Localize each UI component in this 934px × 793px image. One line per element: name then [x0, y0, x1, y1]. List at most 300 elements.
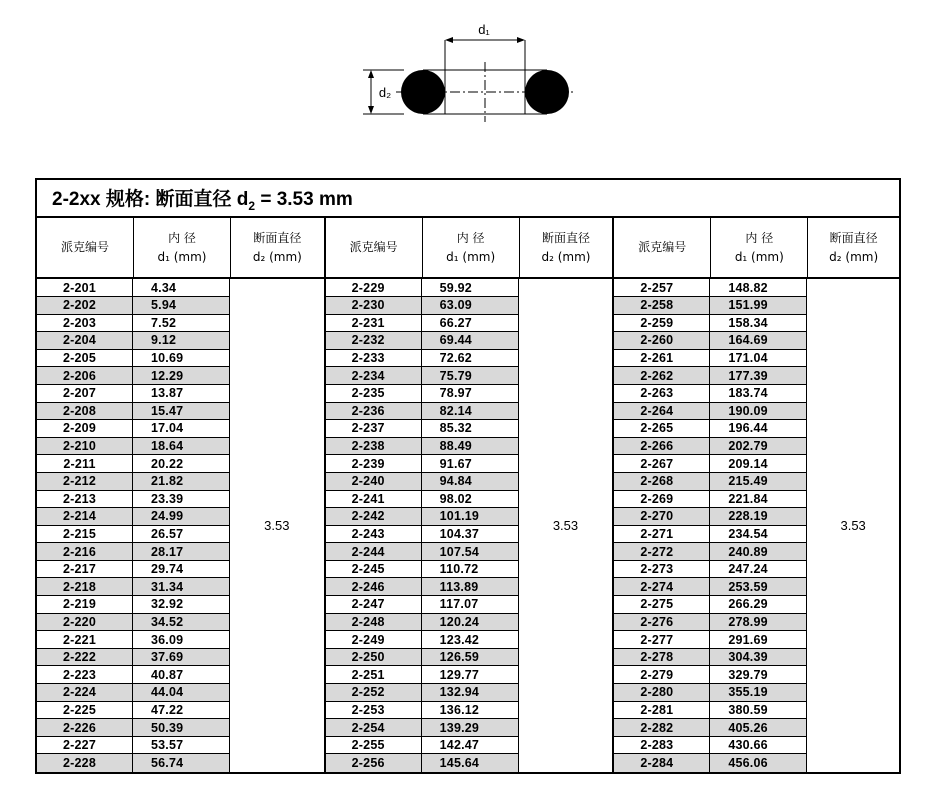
inner-diameter-cell: 456.06 [710, 754, 806, 772]
part-number-cell: 2-241 [326, 491, 422, 508]
part-number-cell: 2-277 [614, 631, 710, 648]
inner-diameter-cell: 240.89 [710, 543, 806, 560]
part-number-cell: 2-229 [326, 279, 422, 296]
inner-diameter-cell: 209.14 [728, 456, 768, 471]
cross-section-cell: 3.53 [552, 518, 579, 534]
header-row [326, 218, 613, 279]
part-number-cell: 2-226 [37, 719, 133, 736]
table-row [614, 596, 806, 614]
part-number-cell: 2-263 [614, 385, 710, 402]
inner-diameter-cell: 9.12 [133, 332, 229, 349]
column-block [37, 218, 324, 772]
inner-diameter-cell: 136.12 [439, 702, 480, 717]
part-number-cell: 2-274 [614, 578, 710, 595]
row-list [37, 279, 230, 772]
part-number-cell: 2-215 [37, 526, 133, 543]
inner-diameter-cell: 228.19 [710, 508, 806, 525]
table-title [37, 180, 899, 218]
part-number-cell: 2-256 [326, 754, 422, 772]
part-number-cell: 2-222 [37, 649, 133, 666]
inner-diameter-cell: 405.26 [710, 719, 806, 736]
inner-diameter-cell: 151.99 [710, 297, 806, 314]
inner-diameter-cell: 202.79 [710, 438, 806, 455]
table-row [37, 737, 229, 755]
part-number-cell: 2-217 [37, 561, 133, 578]
part-number-cell: 2-240 [326, 473, 422, 490]
header-part-number [326, 218, 422, 277]
inner-diameter-cell: 17.04 [151, 421, 184, 436]
inner-diameter-cell: 75.79 [422, 367, 518, 384]
part-number-cell: 2-218 [37, 578, 133, 595]
inner-diameter-cell: 44.04 [133, 684, 229, 701]
inner-diameter-cell: 110.72 [439, 562, 479, 577]
part-number-cell: 2-280 [614, 684, 710, 701]
inner-diameter-cell: 291.69 [728, 632, 768, 647]
table-row [614, 297, 806, 315]
spec-table [35, 178, 901, 774]
inner-diameter-cell: 190.09 [710, 403, 806, 420]
inner-diameter-cell: 72.62 [439, 351, 472, 366]
table-row [326, 420, 518, 438]
inner-diameter-cell: 66.27 [439, 315, 472, 330]
table-row [326, 403, 518, 421]
inner-diameter-cell: 5.94 [133, 297, 229, 314]
table-row [37, 596, 229, 614]
part-number-cell: 2-225 [37, 702, 133, 719]
inner-diameter-cell: 234.54 [728, 526, 768, 541]
table-row [326, 332, 518, 350]
table-row [614, 702, 806, 720]
table-row [326, 491, 518, 509]
table-row [37, 473, 229, 491]
table-row [614, 684, 806, 702]
table-row [37, 420, 229, 438]
inner-diameter-cell: 183.74 [728, 386, 768, 401]
table-row [326, 473, 518, 491]
table-row [326, 649, 518, 667]
part-number-cell: 2-223 [37, 666, 133, 683]
table-row [326, 508, 518, 526]
table-row [326, 367, 518, 385]
inner-diameter-cell: 26.57 [151, 526, 184, 541]
table-row [614, 315, 806, 333]
table-row [614, 279, 806, 297]
inner-diameter-cell: 171.04 [728, 351, 768, 366]
header-part-number-label: 派克编号 [638, 240, 687, 255]
table-row [326, 666, 518, 684]
table-row [326, 702, 518, 720]
inner-diameter-cell: 7.52 [151, 315, 177, 330]
table-row [326, 578, 518, 596]
inner-diameter-cell: 266.29 [728, 597, 768, 612]
table-grid [37, 218, 899, 772]
part-number-cell: 2-213 [37, 491, 133, 508]
block-body [37, 279, 324, 772]
part-number-cell: 2-228 [37, 754, 133, 772]
inner-diameter-cell: 13.87 [151, 386, 184, 401]
table-row [37, 649, 229, 667]
table-row [37, 350, 229, 368]
inner-diameter-cell: 4.34 [151, 280, 177, 295]
inner-diameter-cell: 31.34 [133, 578, 229, 595]
part-number-cell: 2-281 [614, 702, 710, 719]
header-row [614, 218, 899, 279]
table-row [37, 526, 229, 544]
inner-diameter-cell: 98.02 [439, 491, 472, 506]
table-row [614, 526, 806, 544]
part-number-cell: 2-234 [326, 367, 422, 384]
inner-diameter-cell: 221.84 [728, 491, 768, 506]
part-number-cell: 2-233 [326, 350, 422, 367]
table-row [37, 666, 229, 684]
table-row [37, 631, 229, 649]
d1-label: d₁ [478, 22, 490, 37]
header-cross-section [807, 218, 899, 277]
inner-diameter-cell: 36.09 [151, 632, 184, 647]
table-row [614, 385, 806, 403]
part-number-cell: 2-258 [614, 297, 710, 314]
header-cross-section-unit: d₂ (mm) [541, 249, 591, 264]
table-row [37, 279, 229, 297]
column-block [324, 218, 613, 772]
part-number-cell: 2-269 [614, 491, 710, 508]
part-number-cell: 2-248 [326, 614, 422, 631]
inner-diameter-cell: 82.14 [422, 403, 518, 420]
inner-diameter-cell: 63.09 [422, 297, 518, 314]
inner-diameter-cell: 430.66 [728, 738, 768, 753]
header-inner-diameter-label: 内 径 [456, 230, 485, 245]
header-cross-section [230, 218, 324, 277]
inner-diameter-cell: 20.22 [151, 456, 184, 471]
table-row [37, 491, 229, 509]
header-inner-diameter [710, 218, 807, 277]
table-row [614, 491, 806, 509]
table-row [37, 297, 229, 315]
header-row [37, 218, 324, 279]
inner-diameter-cell: 47.22 [151, 702, 184, 717]
part-number-cell: 2-282 [614, 719, 710, 736]
title-text: 2-2xx 规格: 断面直径 d [52, 189, 249, 210]
table-row [326, 684, 518, 702]
table-row [37, 578, 229, 596]
table-row [326, 737, 518, 755]
inner-diameter-cell: 53.57 [151, 738, 184, 753]
part-number-cell: 2-244 [326, 543, 422, 560]
part-number-cell: 2-227 [37, 737, 133, 754]
inner-diameter-cell: 329.79 [728, 667, 768, 682]
part-number-cell: 2-272 [614, 543, 710, 560]
table-row [37, 332, 229, 350]
inner-diameter-cell: 215.49 [710, 473, 806, 490]
header-cross-section-unit: d₂ (mm) [252, 249, 302, 264]
part-number-cell: 2-212 [37, 473, 133, 490]
table-row [37, 561, 229, 579]
table-row [614, 473, 806, 491]
table-row [614, 332, 806, 350]
inner-diameter-cell: 85.32 [439, 421, 472, 436]
part-number-cell: 2-249 [326, 631, 422, 648]
inner-diameter-cell: 69.44 [422, 332, 518, 349]
inner-diameter-cell: 24.99 [133, 508, 229, 525]
part-number-cell: 2-262 [614, 367, 710, 384]
table-row [614, 631, 806, 649]
table-row [326, 279, 518, 297]
inner-diameter-cell: 15.47 [133, 403, 229, 420]
part-number-cell: 2-206 [37, 367, 133, 384]
table-row [326, 385, 518, 403]
header-inner-diameter-unit: d₁ (mm) [157, 249, 207, 264]
header-cross-section-label: 断面直径 [253, 230, 302, 245]
header-part-number [37, 218, 133, 277]
part-number-cell: 2-243 [326, 526, 422, 543]
inner-diameter-cell: 104.37 [439, 526, 480, 541]
inner-diameter-cell: 164.69 [710, 332, 806, 349]
part-number-cell: 2-257 [614, 279, 710, 296]
inner-diameter-cell: 148.82 [728, 280, 768, 295]
table-row [614, 754, 806, 772]
part-number-cell: 2-247 [326, 596, 422, 613]
inner-diameter-cell: 78.97 [439, 386, 472, 401]
inner-diameter-cell: 247.24 [728, 562, 768, 577]
table-row [37, 702, 229, 720]
row-list [326, 279, 519, 772]
part-number-cell: 2-266 [614, 438, 710, 455]
part-number-cell: 2-242 [326, 508, 422, 525]
inner-diameter-cell: 158.34 [728, 315, 768, 330]
part-number-cell: 2-270 [614, 508, 710, 525]
table-row [326, 631, 518, 649]
table-row [614, 561, 806, 579]
inner-diameter-cell: 56.74 [133, 754, 229, 772]
inner-diameter-cell: 101.19 [422, 508, 518, 525]
part-number-cell: 2-219 [37, 596, 133, 613]
table-row [37, 754, 229, 772]
part-number-cell: 2-254 [326, 719, 422, 736]
part-number-cell: 2-216 [37, 543, 133, 560]
table-row [326, 526, 518, 544]
o-ring-cross-section-drawing [360, 18, 580, 128]
inner-diameter-cell: 304.39 [710, 649, 806, 666]
table-row [614, 578, 806, 596]
table-row [326, 719, 518, 737]
part-number-cell: 2-275 [614, 596, 710, 613]
inner-diameter-cell: 37.69 [133, 649, 229, 666]
inner-diameter-cell: 126.59 [422, 649, 518, 666]
header-inner-diameter-unit: d₁ (mm) [734, 249, 784, 264]
inner-diameter-cell: 142.47 [439, 738, 480, 753]
inner-diameter-cell: 123.42 [439, 632, 480, 647]
part-number-cell: 2-202 [37, 297, 133, 314]
table-row [326, 754, 518, 772]
inner-diameter-cell: 139.29 [422, 719, 518, 736]
part-number-cell: 2-273 [614, 561, 710, 578]
part-number-cell: 2-211 [37, 455, 133, 472]
header-inner-diameter-label: 内 径 [745, 230, 774, 245]
cross-section-cell: 3.53 [840, 518, 866, 534]
inner-diameter-cell: 59.92 [439, 280, 472, 295]
table-row [326, 438, 518, 456]
part-number-cell: 2-253 [326, 702, 422, 719]
title-subscript: 2 [248, 198, 256, 213]
table-row [326, 350, 518, 368]
part-number-cell: 2-224 [37, 684, 133, 701]
header-cross-section-label: 断面直径 [541, 230, 590, 245]
part-number-cell: 2-205 [37, 350, 133, 367]
table-row [614, 508, 806, 526]
header-cross-section-unit: d₂ (mm) [829, 249, 879, 264]
table-row [37, 614, 229, 632]
inner-diameter-cell: 120.24 [422, 614, 518, 631]
table-row [614, 719, 806, 737]
part-number-cell: 2-207 [37, 385, 133, 402]
inner-diameter-cell: 40.87 [151, 667, 184, 682]
table-row [614, 666, 806, 684]
inner-diameter-cell: 145.64 [422, 754, 518, 772]
table-row [37, 508, 229, 526]
header-part-number-label: 派克编号 [60, 240, 109, 255]
inner-diameter-cell: 253.59 [710, 578, 806, 595]
inner-diameter-cell: 34.52 [133, 614, 229, 631]
part-number-cell: 2-252 [326, 684, 422, 701]
part-number-cell: 2-279 [614, 666, 710, 683]
part-number-cell: 2-231 [326, 315, 422, 332]
part-number-cell: 2-214 [37, 508, 133, 525]
part-number-cell: 2-239 [326, 455, 422, 472]
inner-diameter-cell: 355.19 [710, 684, 806, 701]
table-row [37, 385, 229, 403]
part-number-cell: 2-204 [37, 332, 133, 349]
inner-diameter-cell: 107.54 [422, 543, 518, 560]
table-row [326, 297, 518, 315]
table-row [37, 684, 229, 702]
table-row [614, 367, 806, 385]
part-number-cell: 2-237 [326, 420, 422, 437]
part-number-cell: 2-250 [326, 649, 422, 666]
part-number-cell: 2-208 [37, 403, 133, 420]
table-row [614, 403, 806, 421]
row-list [614, 279, 807, 772]
o-ring-diagram [360, 18, 580, 128]
part-number-cell: 2-261 [614, 350, 710, 367]
part-number-cell: 2-276 [614, 614, 710, 631]
part-number-cell: 2-283 [614, 737, 710, 754]
table-row [614, 350, 806, 368]
inner-diameter-cell: 32.92 [151, 597, 184, 612]
part-number-cell: 2-230 [326, 297, 422, 314]
header-inner-diameter [133, 218, 230, 277]
inner-diameter-cell: 50.39 [133, 719, 229, 736]
inner-diameter-cell: 18.64 [133, 438, 229, 455]
part-number-cell: 2-255 [326, 737, 422, 754]
part-number-cell: 2-210 [37, 438, 133, 455]
table-row [614, 543, 806, 561]
cross-section-cell: 3.53 [264, 518, 290, 534]
part-number-cell: 2-220 [37, 614, 133, 631]
inner-diameter-cell: 12.29 [133, 367, 229, 384]
inner-diameter-cell: 94.84 [422, 473, 518, 490]
inner-diameter-cell: 132.94 [422, 684, 518, 701]
part-number-cell: 2-284 [614, 754, 710, 772]
table-row [37, 367, 229, 385]
part-number-cell: 2-203 [37, 315, 133, 332]
inner-diameter-cell: 113.89 [422, 578, 518, 595]
part-number-cell: 2-251 [326, 666, 422, 683]
d2-label: d₂ [378, 85, 392, 100]
table-row [614, 455, 806, 473]
table-row [37, 403, 229, 421]
header-cross-section-label: 断面直径 [829, 230, 878, 245]
part-number-cell: 2-265 [614, 420, 710, 437]
table-row [326, 455, 518, 473]
part-number-cell: 2-209 [37, 420, 133, 437]
header-inner-diameter-label: 内 径 [168, 230, 196, 245]
inner-diameter-cell: 88.49 [422, 438, 518, 455]
table-row [614, 649, 806, 667]
table-row [37, 315, 229, 333]
block-body [614, 279, 899, 772]
column-block [612, 218, 899, 772]
inner-diameter-cell: 380.59 [728, 702, 768, 717]
table-row [326, 315, 518, 333]
part-number-cell: 2-264 [614, 403, 710, 420]
part-number-cell: 2-236 [326, 403, 422, 420]
header-part-number [614, 218, 710, 277]
title-value: = 3.53 mm [255, 189, 353, 210]
table-row [37, 719, 229, 737]
part-number-cell: 2-278 [614, 649, 710, 666]
inner-diameter-cell: 23.39 [151, 491, 184, 506]
inner-diameter-cell: 177.39 [710, 367, 806, 384]
part-number-cell: 2-238 [326, 438, 422, 455]
part-number-cell: 2-271 [614, 526, 710, 543]
inner-diameter-cell: 10.69 [151, 351, 184, 366]
part-number-cell: 2-232 [326, 332, 422, 349]
table-row [614, 614, 806, 632]
inner-diameter-cell: 117.07 [439, 597, 479, 612]
inner-diameter-cell: 278.99 [710, 614, 806, 631]
inner-diameter-cell: 28.17 [133, 543, 229, 560]
table-row [614, 737, 806, 755]
part-number-cell: 2-246 [326, 578, 422, 595]
inner-diameter-cell: 29.74 [151, 562, 184, 577]
part-number-cell: 2-221 [37, 631, 133, 648]
inner-diameter-cell: 21.82 [133, 473, 229, 490]
block-body [326, 279, 613, 772]
header-cross-section [519, 218, 613, 277]
header-part-number-label: 派克编号 [349, 240, 398, 255]
table-row [37, 438, 229, 456]
part-number-cell: 2-201 [37, 279, 133, 296]
table-row [614, 438, 806, 456]
part-number-cell: 2-235 [326, 385, 422, 402]
inner-diameter-cell: 91.67 [439, 456, 472, 471]
table-row [614, 420, 806, 438]
inner-diameter-cell: 129.77 [439, 667, 480, 682]
table-row [37, 543, 229, 561]
table-row [326, 614, 518, 632]
header-inner-diameter-unit: d₁ (mm) [446, 249, 496, 264]
table-row [326, 596, 518, 614]
part-number-cell: 2-245 [326, 561, 422, 578]
part-number-cell: 2-259 [614, 315, 710, 332]
header-inner-diameter [422, 218, 519, 277]
table-row [326, 561, 518, 579]
part-number-cell: 2-268 [614, 473, 710, 490]
inner-diameter-cell: 196.44 [728, 421, 768, 436]
table-row [326, 543, 518, 561]
part-number-cell: 2-260 [614, 332, 710, 349]
part-number-cell: 2-267 [614, 455, 710, 472]
